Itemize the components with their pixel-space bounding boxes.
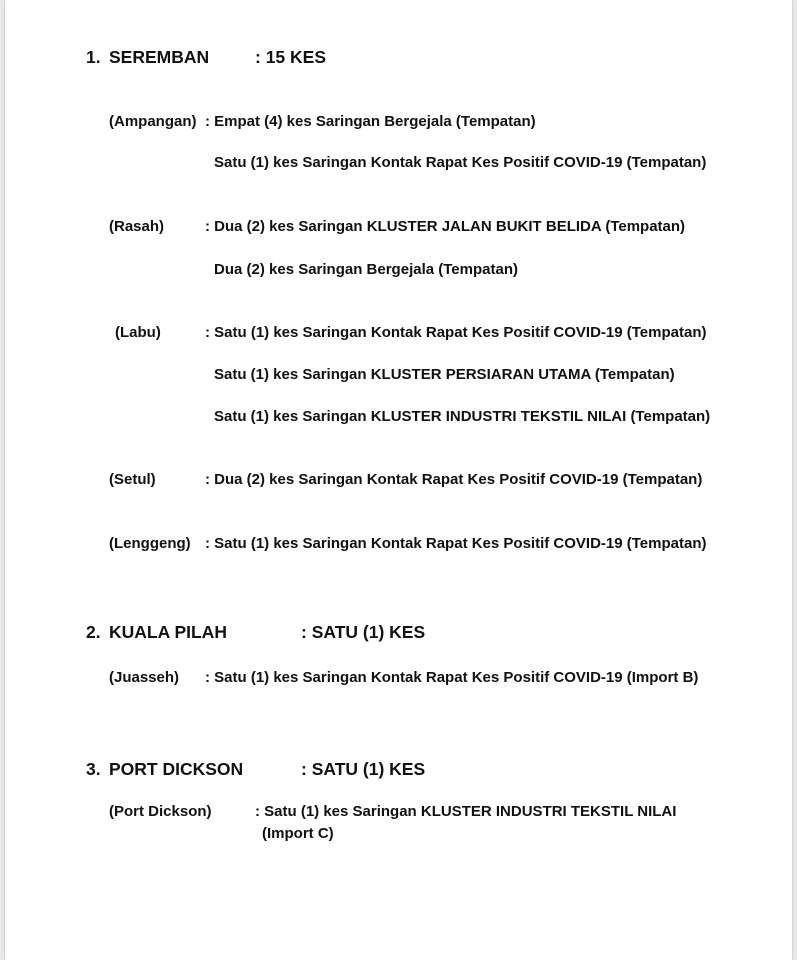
case-line: (Import C) xyxy=(262,825,334,842)
case-line: : Satu (1) kes Saringan Kontak Rapat Kes Positif COVID-19 (Import B) xyxy=(205,669,699,686)
area-name: (Juasseh) xyxy=(109,669,180,686)
district-total: : 15 KES xyxy=(255,47,326,67)
case-line: : Dua (2) kes Saringan Kontak Rapat Kes Positif COVID-19 (Tempatan) xyxy=(205,471,703,488)
document-page xyxy=(5,0,792,960)
district-total: : SATU (1) KES xyxy=(301,622,426,642)
case-line: Satu (1) kes Saringan KLUSTER PERSIARAN UTAMA (Tempatan) xyxy=(214,366,675,383)
district-total: : SATU (1) KES xyxy=(301,759,426,779)
district-name: SEREMBAN xyxy=(109,47,210,67)
case-line: : Satu (1) kes Saringan Kontak Rapat Kes Positif COVID-19 (Tempatan) xyxy=(205,535,707,552)
district-name: KUALA PILAH xyxy=(109,622,227,642)
area-name: (Port Dickson) xyxy=(109,803,212,820)
section-number: 3. xyxy=(86,759,101,779)
case-line: : Empat (4) kes Saringan Bergejala (Tempatan) xyxy=(205,113,536,130)
case-line: : Dua (2) kes Saringan KLUSTER JALAN BUKIT BELIDA (Tempatan) xyxy=(205,218,686,235)
district-name: PORT DICKSON xyxy=(109,759,244,779)
case-line: : Satu (1) kes Saringan Kontak Rapat Kes Positif COVID-19 (Tempatan) xyxy=(205,324,707,341)
area-name: (Lenggeng) xyxy=(109,535,191,552)
case-line: Satu (1) kes Saringan Kontak Rapat Kes Positif COVID-19 (Tempatan) xyxy=(214,154,707,171)
area-name: (Setul) xyxy=(109,471,156,488)
case-line: Satu (1) kes Saringan KLUSTER INDUSTRI TEKSTIL NILAI (Tempatan) xyxy=(214,408,711,425)
section-number: 1. xyxy=(86,47,101,67)
case-line: : Satu (1) kes Saringan KLUSTER INDUSTRI TEKSTIL NILAI xyxy=(255,803,677,820)
section-number: 2. xyxy=(86,622,101,642)
area-name: (Ampangan) xyxy=(109,113,197,130)
area-name: (Rasah) xyxy=(109,218,165,235)
area-name: (Labu) xyxy=(115,324,161,341)
case-line: Dua (2) kes Saringan Bergejala (Tempatan) xyxy=(214,261,518,278)
